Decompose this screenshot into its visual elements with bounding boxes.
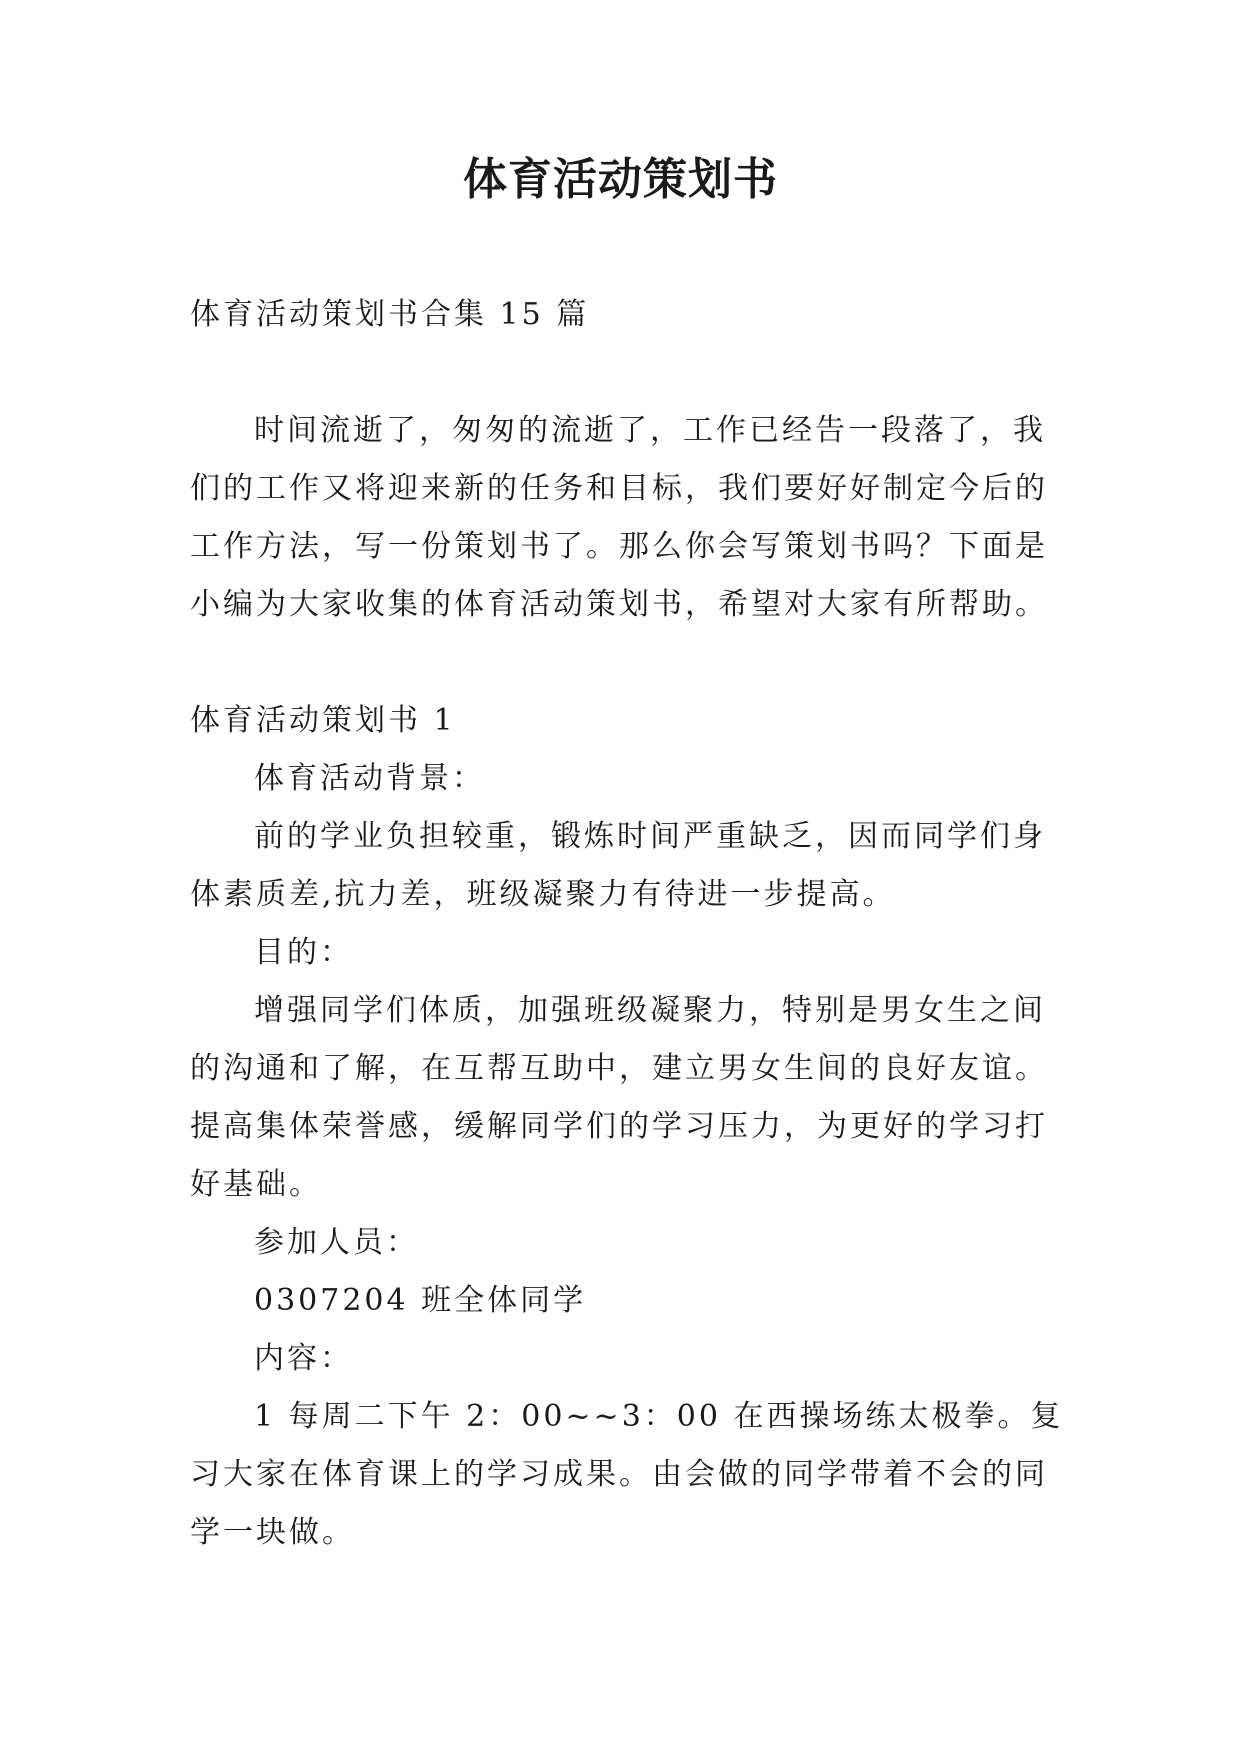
section-1 (190, 692, 1070, 1562)
content-label: 内容： (254, 1341, 353, 1376)
background-label: 体育活动背景： (254, 761, 485, 796)
document-title: 体育活动策划书 (463, 154, 778, 205)
background-paragraph: 前的学业负担较重，锻炼时间严重缺乏，因而同学们身体素质差,抗力差，班级凝聚力有待进一步提高。 (190, 819, 1046, 912)
section-heading: 体育活动策划书 1 (190, 703, 456, 738)
participants-paragraph: 0307204 班全体同学 (254, 1283, 587, 1318)
collection-subtitle: 体育活动策划书合集 15 篇 (190, 297, 590, 332)
purpose-paragraph: 增强同学们体质，加强班级凝聚力，特别是男女生之间的沟通和了解，在互帮互助中，建立男女生间的良好友谊。提高集体荣誉感，缓解同学们的学习压力，为更好的学习打好基础。 (190, 993, 1048, 1202)
intro-paragraph: 时间流逝了，匆匆的流逝了，工作已经告一段落了，我们的工作又将迎来新的任务和目标，我们要好好制定今后的工作方法，写一份策划书了。那么你会写策划书吗？下面是小编为大家收集的体育活动策划书，希望对大家有所帮助。 (190, 413, 1048, 622)
content-paragraph: 1 每周二下午 2：00~~3：00 在西操场练太极拳。复习大家在体育课上的学习成果。由会做的同学带着不会的同学一块做。 (190, 1399, 1064, 1550)
purpose-label: 目的： (254, 935, 353, 970)
participants-label: 参加人员： (254, 1225, 419, 1260)
